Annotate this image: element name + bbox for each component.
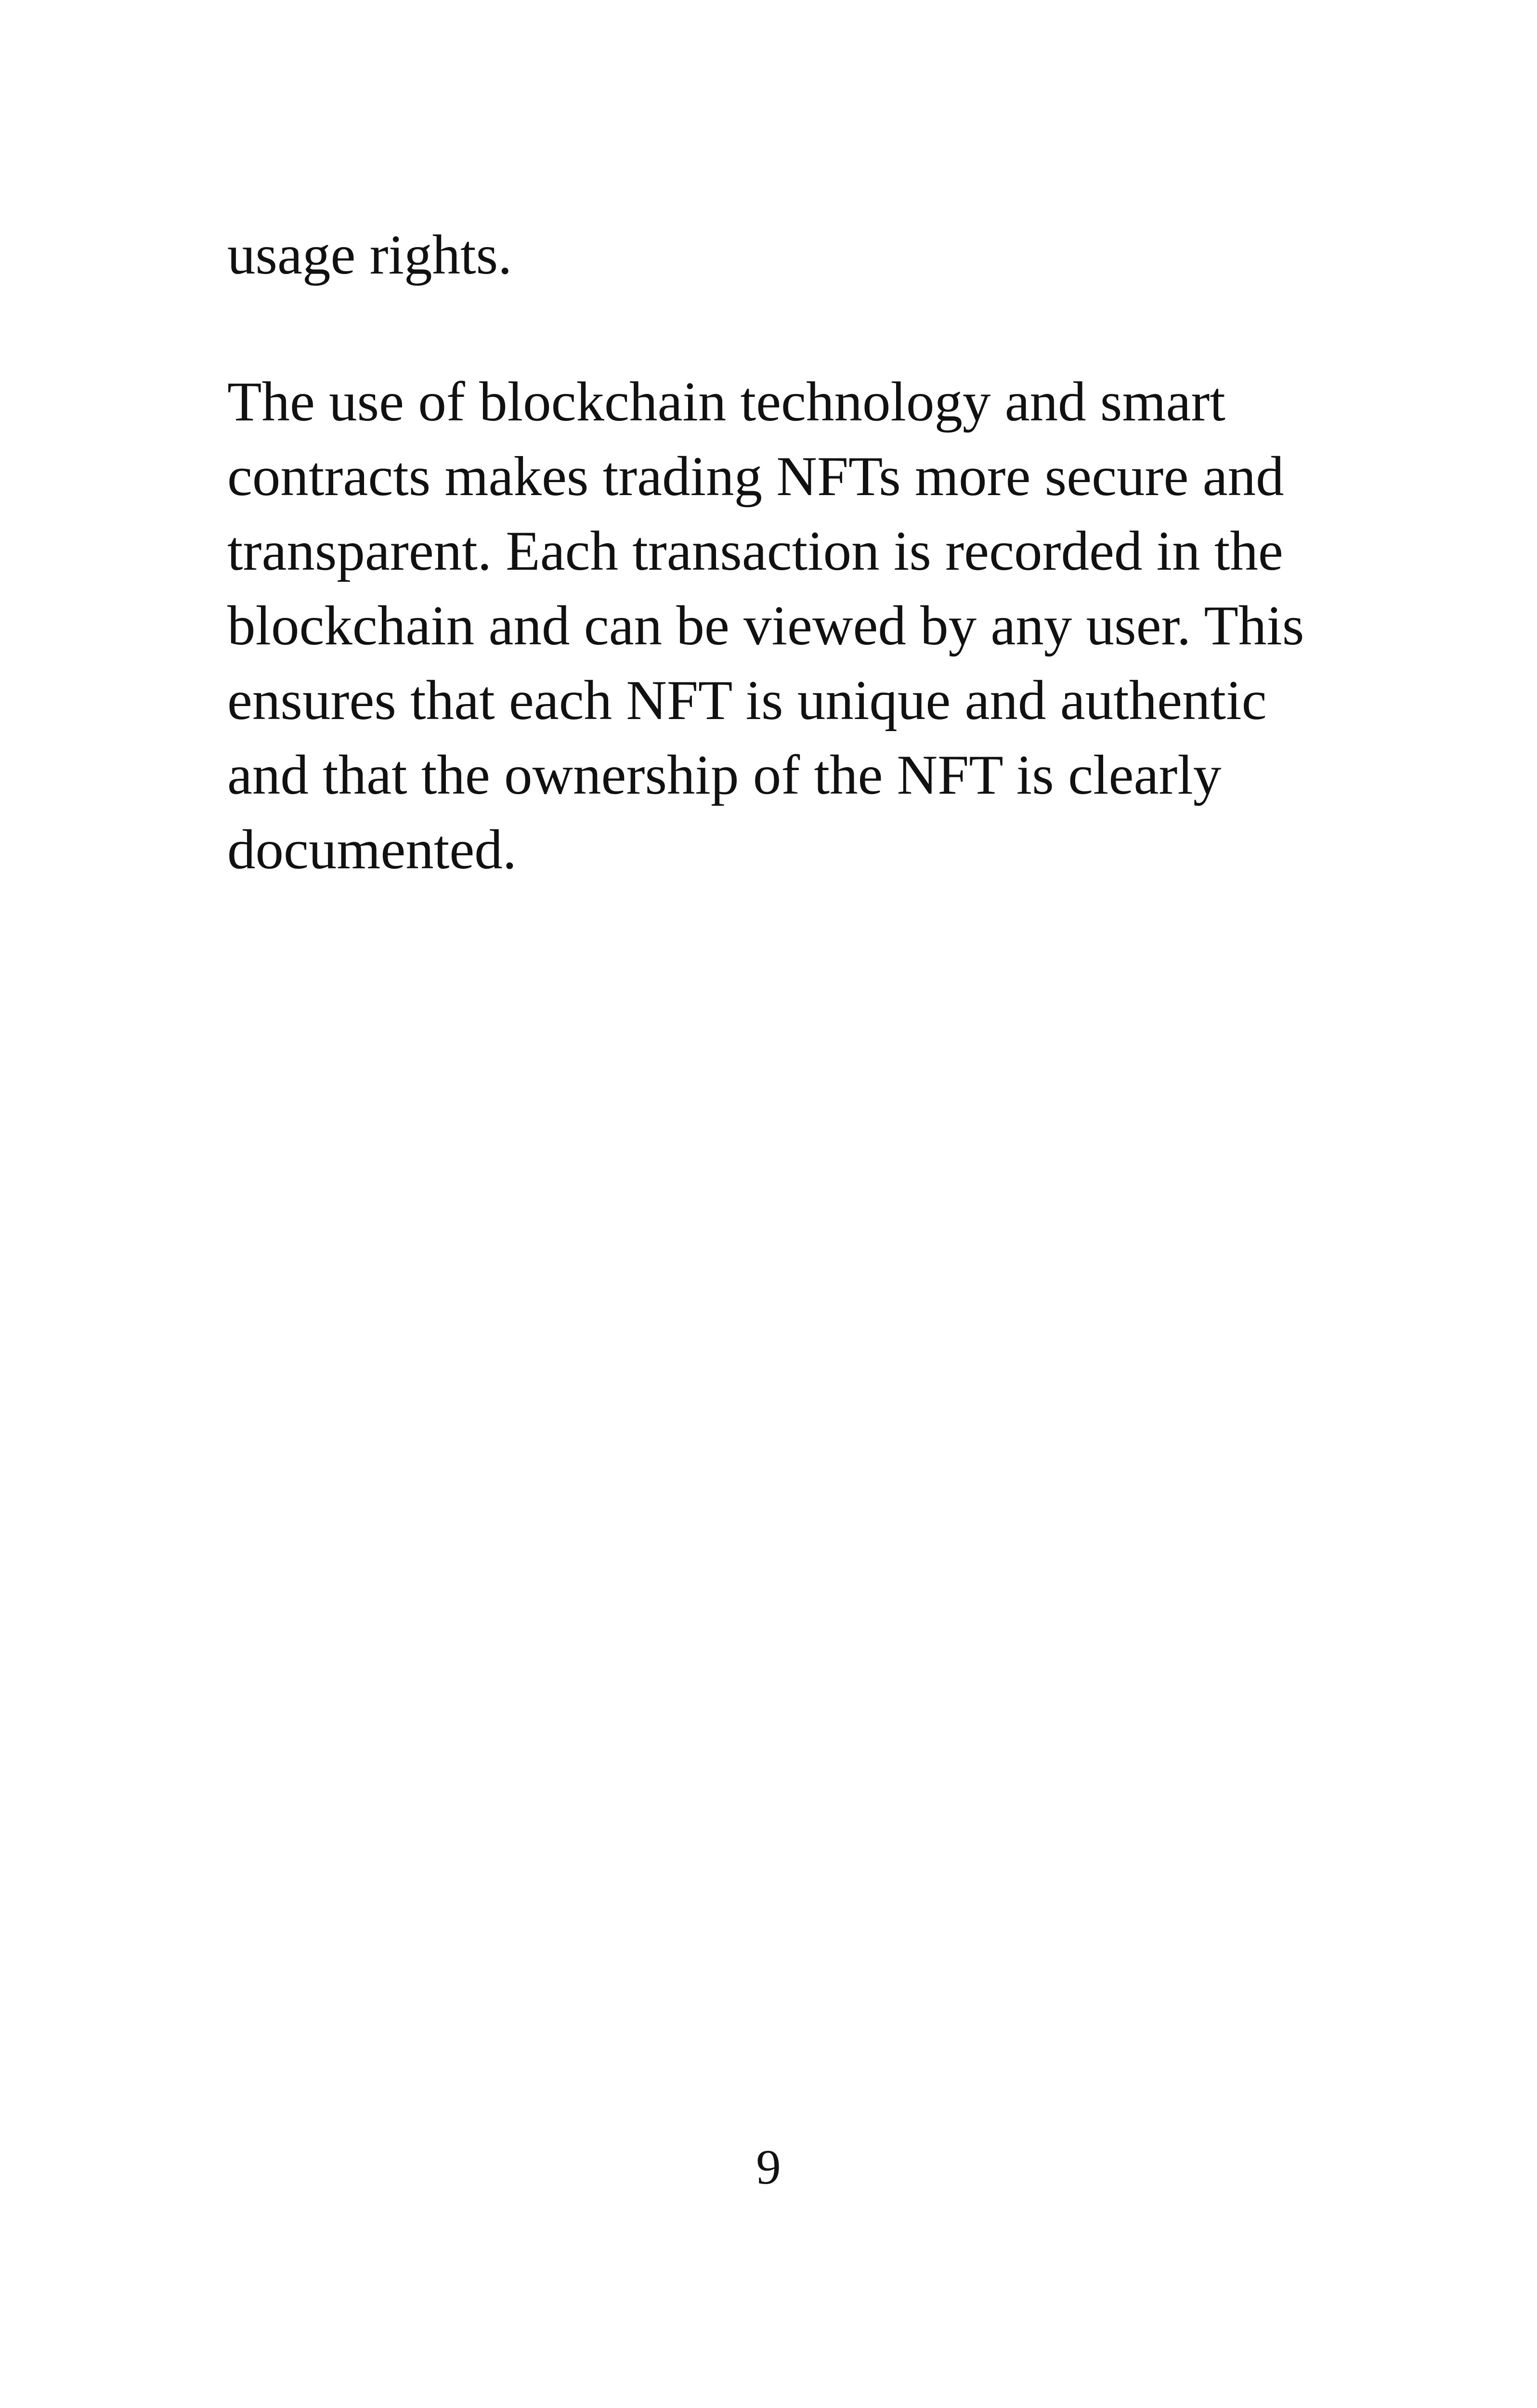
text-line: blockchain and can be viewed by any user. This (227, 595, 1304, 657)
text-line: ensures that each NFT is unique and authentic (227, 669, 1267, 732)
text-line: documented. (227, 819, 517, 881)
text-line: contracts makes trading NFTs more secure and (227, 445, 1284, 508)
text-line: transparent. Each transaction is recorded in the (227, 520, 1283, 582)
text-line: usage rights. (227, 224, 512, 286)
page-number: 9 (756, 2140, 781, 2195)
paragraph-blockchain-nfts (227, 365, 1359, 887)
page-body (227, 218, 1359, 887)
paragraph-continuation (227, 218, 1359, 292)
text-line: and that the ownership of the NFT is clearly (227, 744, 1222, 806)
text-line: The use of blockchain technology and smart (227, 371, 1225, 433)
